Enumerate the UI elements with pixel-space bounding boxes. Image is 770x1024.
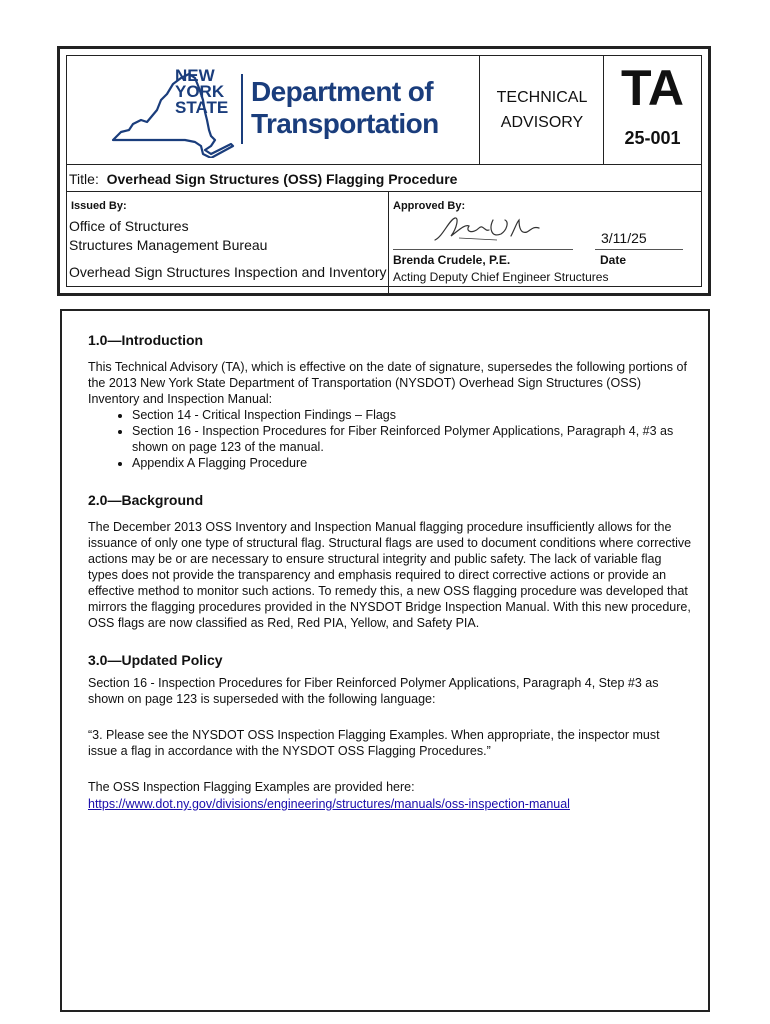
date-label: Date bbox=[600, 253, 627, 267]
date-line bbox=[595, 249, 683, 250]
department-line-2: Transportation bbox=[251, 108, 439, 139]
advisory-code-box bbox=[603, 56, 701, 164]
header-inner-frame bbox=[66, 55, 702, 287]
issued-line-3: Overhead Sign Structures Inspection and Inventory bbox=[69, 264, 387, 280]
superseded-list bbox=[88, 407, 692, 471]
advisory-code: TA bbox=[621, 60, 684, 116]
signature-line bbox=[393, 249, 573, 250]
document-type-line-1: TECHNICAL bbox=[496, 89, 588, 106]
approved-by-cell bbox=[389, 192, 701, 293]
list-item: • Appendix A Flagging Procedure bbox=[132, 455, 692, 471]
policy-paragraph-3: The OSS Inspection Flagging Examples are provided here: bbox=[88, 780, 415, 794]
list-item: • Section 16 - Inspection Procedures for Fiber Reinforced Polymer Applications, Paragraph 4, #3 as shown on page 123 of the manual. bbox=[132, 423, 692, 455]
wordmark-state: STATE bbox=[175, 98, 229, 117]
title-label: Title bbox=[69, 171, 95, 187]
advisory-number: 25-001 bbox=[624, 128, 681, 148]
policy-heading: 3.0—Updated Policy bbox=[88, 652, 223, 668]
intro-heading: 1.0—Introduction bbox=[88, 332, 204, 348]
issued-by-cell bbox=[67, 192, 389, 293]
department-line-1: Department of bbox=[251, 76, 433, 107]
document-type-box bbox=[479, 56, 604, 164]
title-row: Title: Overhead Sign Structures (OSS) Flagging Procedure bbox=[67, 164, 701, 192]
body-frame bbox=[60, 309, 710, 1012]
wordmark-york: YORK bbox=[175, 82, 225, 101]
signer-title: Acting Deputy Chief Engineer Structures bbox=[393, 270, 609, 284]
nysdot-logo bbox=[67, 56, 479, 164]
advisory-content bbox=[88, 331, 692, 813]
policy-quote: “3. Please see the NYSDOT OSS Inspection Flagging Examples. When appropriate, the inspector must issue a flag in accordance with the NYSDOT OSS Flagging Procedures.” bbox=[88, 728, 660, 758]
document-title: Overhead Sign Structures (OSS) Flagging Procedure bbox=[106, 171, 458, 187]
signer-name: Brenda Crudele, P.E. bbox=[393, 253, 511, 267]
approval-date: 3/11/25 bbox=[601, 230, 647, 246]
signature-image bbox=[429, 210, 549, 248]
department-name bbox=[251, 76, 439, 140]
background-heading: 2.0—Background bbox=[88, 492, 204, 508]
header-frame bbox=[57, 46, 711, 296]
issued-line-2: Structures Management Bureau bbox=[69, 237, 268, 253]
policy-paragraph-1: Section 16 - Inspection Procedures for Fiber Reinforced Polymer Applications, Paragraph 4, Step #3 as shown on page 123 is superseded with the following language: bbox=[88, 676, 659, 706]
list-item: • Section 14 - Critical Inspection Findings – Flags bbox=[132, 407, 692, 423]
oss-manual-link[interactable]: https://www.dot.ny.gov/divisions/engineering/structures/manuals/oss-inspection-manual bbox=[88, 797, 570, 811]
intro-paragraph: This Technical Advisory (TA), which is effective on the date of signature, supersedes the following portions of the 2013 New York State Department of Transportation (NYSDOT) Overhead Sign Structures (OSS) Inventory and Inspection Manual: bbox=[88, 360, 687, 406]
background-paragraph: The December 2013 OSS Inventory and Inspection Manual flagging procedure insufficiently allows for the issuance of only one type of structural flag. Structural flags are used to document conditions where corrective actions may be or are necessary to ensure structural integrity and public safety. The lack of variable flag types does not provide the transparency and emphasis required to direct corrective actions or provide an effective method to monitor such actions. To remedy this, a new OSS flagging procedure was developed that mirrors the flagging procedures provided in the NYSDOT Bridge Inspection Manual. With this new procedure, OSS flags are now classified as Red, Red PIA, Yellow, and Safety PIA. bbox=[88, 520, 692, 630]
issued-by-label: Issued By: bbox=[71, 200, 127, 212]
approved-by-label: Approved By: bbox=[393, 200, 466, 212]
wordmark-new: NEW bbox=[175, 66, 215, 85]
new-york-state-wordmark bbox=[175, 68, 228, 116]
document-type-line-2: ADVISORY bbox=[500, 114, 584, 131]
logo-divider bbox=[241, 74, 243, 144]
issued-line-1: Office of Structures bbox=[69, 218, 189, 234]
